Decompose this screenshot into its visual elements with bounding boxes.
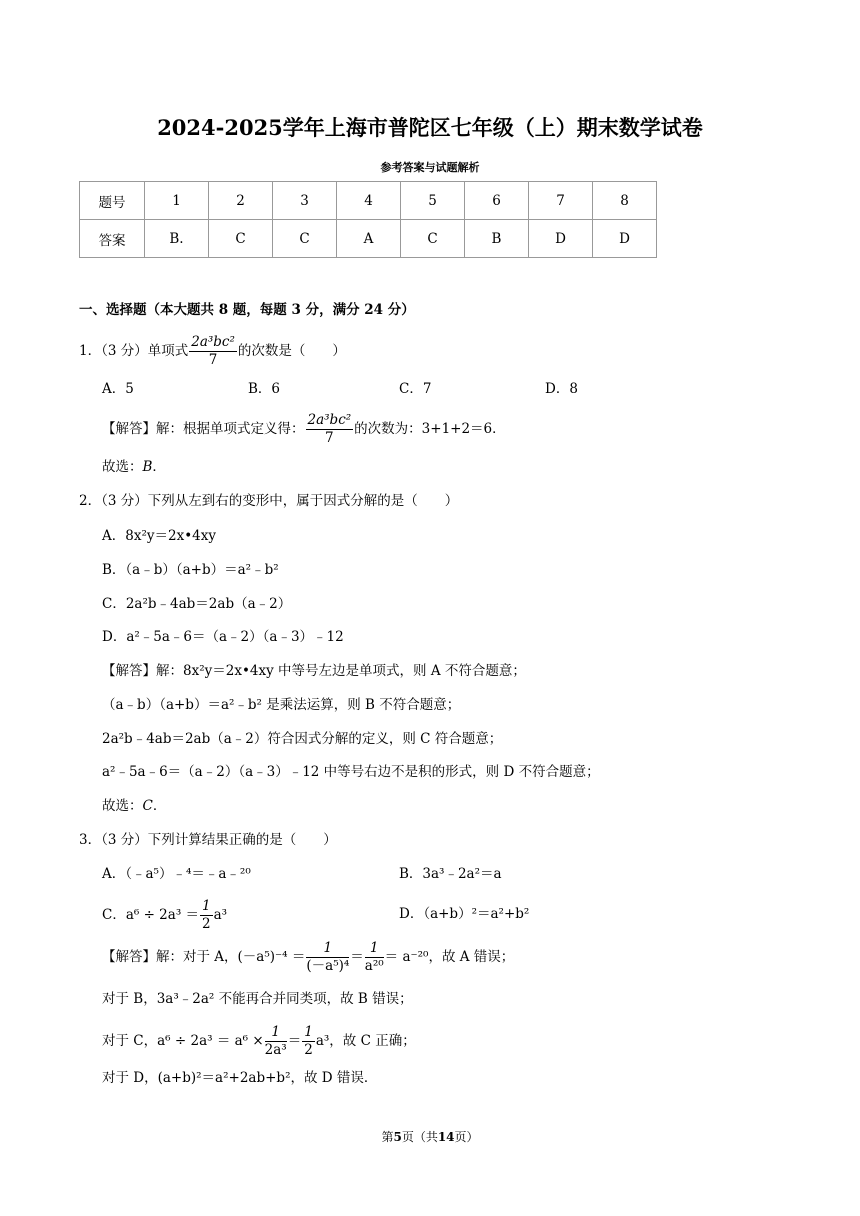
question-2-stem: 2．（3 分）下列从左到右的变形中，属于因式分解的是（ ） xyxy=(79,493,459,509)
solution-line: （a﹣b）（a+b）＝a²﹣b² 是乘法运算，则 B 不符合题意； xyxy=(102,697,461,713)
choice-letter: C xyxy=(142,798,153,814)
fraction xyxy=(306,412,354,447)
table-cell: 7 xyxy=(529,182,593,220)
fraction-numerator: 2a³bc² xyxy=(307,412,352,428)
choice-line xyxy=(102,457,166,477)
table-row xyxy=(80,220,657,258)
fraction xyxy=(200,898,213,933)
fraction-numerator: 2a³bc² xyxy=(191,334,235,350)
fraction-denominator: 2 xyxy=(202,916,211,932)
solution-text: ＝ a⁻²⁰，故 A 错误； xyxy=(384,949,515,965)
footer-text: 第 xyxy=(381,1130,394,1144)
option-c: C．7 xyxy=(399,381,432,397)
answer-table xyxy=(79,181,657,258)
fraction-denominator: (－a⁵)⁴ xyxy=(306,958,350,974)
footer-text: 页（共 xyxy=(401,1130,438,1144)
fraction-denominator: a²⁰ xyxy=(364,958,384,974)
fraction-numerator: 1 xyxy=(365,940,384,958)
total-pages: 14 xyxy=(437,1130,455,1144)
option-b: B．3a³﹣2a²＝a xyxy=(399,866,502,882)
solution-text: 【解答】解：根据单项式定义得： xyxy=(102,421,305,437)
fraction-denominator: 7 xyxy=(325,430,334,446)
fraction-denominator: 2a³ xyxy=(264,1042,287,1058)
section-heading: 一、选择题（本大题共 8 题，每题 3 分，满分 24 分） xyxy=(79,302,415,318)
table-cell: 3 xyxy=(273,182,337,220)
table-cell: 8 xyxy=(593,182,657,220)
option-c: C．2a²b﹣4ab＝2ab（a﹣2） xyxy=(102,596,292,612)
option-text: C．a⁶ ÷ 2a³ ＝ xyxy=(102,907,200,923)
question-1-stem xyxy=(79,334,346,369)
solution-text: 对于 C，a⁶ ÷ 2a³ ＝ a⁶ × xyxy=(102,1033,264,1049)
fraction-numerator: 1 xyxy=(202,898,211,914)
solution-text: 的次数为：3+1+2＝6． xyxy=(354,421,506,437)
choice-end: ． xyxy=(152,798,167,814)
page-subtitle: 参考答案与试题解析 xyxy=(380,161,480,174)
solution-d: 对于 D，(a+b)²＝a²+2ab+b²，故 D 错误． xyxy=(102,1070,378,1086)
table-cell: D xyxy=(529,220,593,258)
solution-text: a³，故 C 正确； xyxy=(315,1033,416,1049)
option-b: B．6 xyxy=(248,381,281,397)
fraction xyxy=(189,334,237,369)
table-cell: C xyxy=(401,220,465,258)
choice-end: ． xyxy=(152,459,166,475)
fraction-numerator: 1 xyxy=(304,1024,313,1040)
solution-line: a²﹣5a﹣6＝（a﹣2）（a﹣3）﹣12 中等号右边不是积的形式，则 D 不符合题意； xyxy=(102,764,600,780)
fraction xyxy=(365,940,384,975)
table-cell: 4 xyxy=(337,182,401,220)
choice-letter: B xyxy=(142,459,153,475)
option-c xyxy=(102,898,227,933)
table-cell: 6 xyxy=(465,182,529,220)
fraction xyxy=(306,940,349,975)
option-a: A．（﹣a⁵）﹣⁴＝﹣a﹣²⁰ xyxy=(102,866,251,882)
equals-sign: ＝ xyxy=(350,949,364,965)
table-cell: 5 xyxy=(401,182,465,220)
fraction-denominator: 7 xyxy=(208,352,218,368)
option-b: B．（a﹣b）（a+b）＝a²﹣b² xyxy=(102,562,279,578)
option-d: D．8 xyxy=(545,381,578,397)
fraction xyxy=(302,1024,315,1059)
fraction-denominator: 2 xyxy=(304,1042,313,1058)
table-cell: D xyxy=(593,220,657,258)
fraction-numerator: 1 xyxy=(265,1024,287,1042)
solution-b: 对于 B，3a³﹣2a² 不能再合并同类项，故 B 错误； xyxy=(102,991,413,1007)
page-footer xyxy=(0,1128,860,1145)
page-number: 5 xyxy=(393,1130,402,1144)
table-cell: B xyxy=(465,220,529,258)
option-text: a³ xyxy=(213,907,228,923)
solution-line: 2a²b﹣4ab＝2ab（a﹣2）符合因式分解的定义，则 C 符合题意； xyxy=(102,731,503,747)
footer-text: 页） xyxy=(454,1130,479,1144)
table-header-cell: 题号 xyxy=(80,182,145,220)
option-d: D．（a+b）²＝a²+b² xyxy=(399,906,530,922)
fraction-numerator: 1 xyxy=(306,940,349,958)
question-text: 的次数是（ ） xyxy=(237,343,346,359)
question-3-stem: 3．（3 分）下列计算结果正确的是（ ） xyxy=(79,832,337,848)
choice-prefix: 故选： xyxy=(102,798,143,814)
choice-line xyxy=(102,796,166,816)
solution-text: 【解答】解：对于 A，(－a⁵)⁻⁴ ＝ xyxy=(102,949,306,965)
choice-prefix: 故选： xyxy=(102,459,143,475)
table-cell: 2 xyxy=(209,182,273,220)
page-title: 2024-2025学年上海市普陀区七年级（上）期末数学试卷 xyxy=(157,115,703,140)
fraction xyxy=(265,1024,287,1059)
table-cell: C xyxy=(273,220,337,258)
table-cell: C xyxy=(209,220,273,258)
solution-line: 【解答】解：8x²y＝2x•4xy 中等号左边是单项式，则 A 不符合题意； xyxy=(102,663,526,679)
table-row xyxy=(80,182,657,220)
table-header-cell: 答案 xyxy=(80,220,145,258)
table-cell: B. xyxy=(145,220,209,258)
table-cell: 1 xyxy=(145,182,209,220)
solution-c xyxy=(102,1024,416,1059)
solution-1 xyxy=(102,412,506,447)
question-text: 1．（3 分）单项式 xyxy=(79,343,189,359)
equals-sign: ＝ xyxy=(287,1033,302,1049)
option-a: A．8x²y＝2x•4xy xyxy=(102,528,216,544)
solution-a xyxy=(102,940,514,975)
table-cell: A xyxy=(337,220,401,258)
option-d: D．a²﹣5a﹣6＝（a﹣2）（a﹣3）﹣12 xyxy=(102,629,344,645)
option-a: A．5 xyxy=(102,381,134,397)
